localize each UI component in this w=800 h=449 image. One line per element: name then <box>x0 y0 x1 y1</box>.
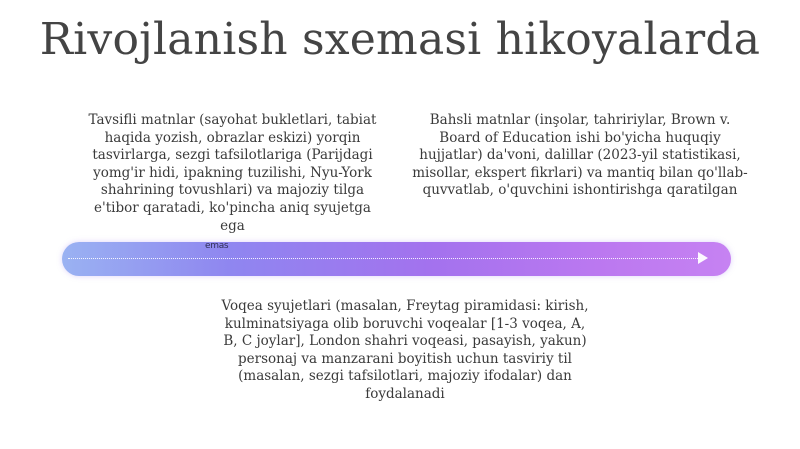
timeline-dotted-line <box>68 258 700 259</box>
timeline-arrow-icon <box>698 252 708 264</box>
timeline-bar <box>62 242 731 276</box>
descriptive-texts-block: Tavsifli matnlar (sayohat bukletlari, tabiat haqida yozish, obrazlar eskizi) yorqin tasvirlarga, sezgi tafsilotlariga (Parijdagi yomg'ir hidi, ipakning tuzilishi, Nyu-York shahrining tovushlari) va majoziy tilga e'tibor qaratadi, ko'pincha aniq syujetga ega <box>88 112 377 234</box>
narrative-texts-block: Voqea syujetlari (masalan, Freytag piramidasi: kirish, kulminatsiyaga olib boruvchi voqealar [1-3 voqea, A, B, C joylar], London shahri voqeasi, pasayish, yakun) personaj va manzarani boyitish uchun tasviriy til (masalan, sezgi tafsilotlari, majoziy ifodalar) dan foydalanadi <box>221 298 589 402</box>
page-title: Rivojlanish sxemasi hikoyalarda <box>39 14 761 65</box>
argumentative-texts-block: Bahsli matnlar (inşolar, tahririylar, Brown v. Board of Education ishi bo'yicha huquqiy hujjatlar) da'voni, dalillar (2023-yil statistikasi, misollar, ekspert fikrlari) va mantiq bilan qo'llab-quvvatlab, o'quvchini ishontirishga qaratilgan <box>412 112 748 199</box>
overflow-text: emas <box>205 241 229 251</box>
